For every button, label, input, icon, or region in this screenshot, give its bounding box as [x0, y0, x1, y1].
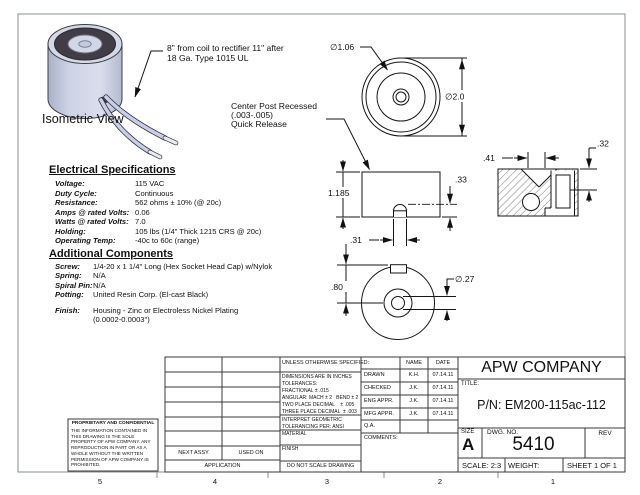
zone-number: 2 — [437, 477, 443, 486]
weight-label: WEIGHT: — [508, 461, 540, 470]
sheet-label: SHEET 1 OF 1 — [567, 461, 617, 470]
spec-row — [55, 262, 272, 271]
approval-row-label: CHECKED — [364, 385, 391, 391]
next-assy-label: NEXT ASSY — [178, 450, 209, 456]
section-view-drawing — [498, 148, 597, 216]
center-post-line1: Center Post Recessed — [231, 101, 317, 111]
dim-top-inner-diameter: ∅1.06 — [330, 42, 355, 52]
dim-front-height: 1.185 — [328, 188, 350, 198]
spec-label: Amps @ rated Volts: — [55, 207, 130, 217]
approval-row-label: ENG APPR. — [364, 398, 394, 404]
interpret-block — [282, 417, 344, 431]
wire-note-leader — [135, 51, 163, 97]
spec-label: Voltage: — [55, 179, 85, 188]
do-not-scale-label: DO NOT SCALE DRAWING — [286, 463, 355, 469]
approval-row-label: DRAWN — [364, 372, 385, 378]
spec-row — [55, 198, 261, 208]
spec-row — [55, 179, 261, 189]
center-post-line3: Quick Release — [231, 118, 287, 129]
unless-otherwise-label: UNLESS OTHERWISE SPECIFIED: — [282, 360, 370, 366]
spec-value: Continuous — [135, 188, 174, 198]
dwg-number: 5410 — [512, 434, 555, 455]
spec-label: Operating Temp: — [55, 236, 116, 246]
wire-note — [167, 43, 284, 63]
spec-label: Duty Cycle: — [55, 188, 97, 198]
proprietary-heading: PROPRIETARY AND CONFIDENTIAL — [71, 421, 155, 426]
center-post-leader — [326, 119, 370, 170]
center-post-note — [231, 102, 317, 129]
spec-row — [55, 281, 272, 290]
additional-components-table — [55, 262, 272, 325]
approval-row-name: J.K. — [409, 385, 419, 391]
approval-row-name: J.K. — [409, 398, 419, 404]
isometric-view-drawing — [48, 25, 176, 158]
rev-label: REV — [598, 430, 612, 437]
zone-number: 1 — [550, 477, 556, 486]
spec-value: 1/4-20 x 1 1/4" Long (Hex Socket Head Cap) w/Nylok — [93, 262, 273, 271]
approval-row-date: 07.14.11 — [432, 410, 454, 417]
zone-number: 4 — [212, 477, 218, 486]
spec-value: 105 lbs (1/4" Thick 1215 CRS @ 20c) — [135, 226, 262, 236]
spec-row — [55, 236, 261, 246]
spec-label: Watts @ rated Volts: — [55, 217, 129, 227]
size-value: A — [462, 435, 475, 454]
finish-row — [55, 306, 272, 325]
finish-label: Finish: — [55, 306, 80, 316]
zone-number: 3 — [324, 477, 330, 486]
tolerance-line: TWO PLACE DECIMAL ± .005 — [282, 401, 355, 408]
spec-value: N/A — [93, 271, 106, 281]
tolerance-line: FRACTIONAL ± .015 — [282, 387, 329, 394]
comments-label: COMMENTS: — [364, 435, 398, 441]
dim-slot-width: .31 — [350, 235, 362, 245]
tolerances-block — [282, 374, 358, 415]
date-header: DATE — [435, 360, 451, 366]
tolerance-line: TOLERANCES: — [282, 380, 318, 387]
dim-bottom-offset: .80 — [331, 282, 343, 292]
zone-number: 5 — [97, 477, 103, 486]
approval-row-date: 07.14.11 — [432, 385, 454, 391]
tolerance-line: DIMENSIONS ARE IN INCHES — [282, 374, 352, 380]
finish-line1: Housing - Zinc or Electroless Nickel Plating — [93, 306, 239, 316]
spec-value: -40c to 60c (range) — [135, 236, 200, 246]
part-number: P/N: EM200-115ac-112 — [477, 398, 606, 412]
spec-row — [55, 189, 261, 199]
spec-row — [55, 271, 272, 280]
front-view-drawing — [326, 119, 457, 246]
name-header: NAME — [406, 360, 422, 366]
spec-value: 115 VAC — [135, 179, 165, 188]
approval-row-label: Q.A. — [364, 423, 376, 429]
center-post-line2: (.003-.005) — [231, 109, 274, 120]
tolerance-line: ANGULAR: MACH ± 2 BEND ± 2 — [282, 394, 359, 401]
approval-row-date: 07.14.11 — [432, 398, 454, 404]
material-label: MATERIAL — [282, 431, 307, 437]
spec-value: 0.06 — [135, 207, 150, 217]
lead-wires — [101, 97, 176, 157]
spec-value: United Resin Corp. (El-cast Black) — [93, 289, 209, 299]
wire-note-line1: 8" from coil to rectifier 11" after — [167, 43, 284, 53]
electrical-specs-table — [55, 179, 261, 246]
approval-row-name: K.H. — [408, 372, 420, 378]
spec-label: Resistance: — [55, 198, 98, 208]
approval-row-date: 07.14.11 — [432, 372, 454, 378]
dim-top-outer-diameter: ∅2.0 — [445, 91, 465, 102]
company-name: APW COMPANY — [481, 359, 602, 376]
spec-label: Holding: — [55, 226, 86, 236]
additional-components-title: Additional Components — [49, 248, 174, 260]
tolerance-line: THREE PLACE DECIMAL ± .003 — [282, 408, 357, 415]
spec-label: Spring: — [55, 271, 82, 281]
approval-row-name: J.K. — [409, 410, 419, 417]
spec-value: 562 ohms ± 10% (@ 20c) — [135, 198, 222, 208]
wire-note-line2: 18 Ga. Type 1015 UL — [167, 53, 249, 63]
size-label: SIZE — [461, 429, 475, 435]
interpret-line2: TOLERANCING PER: ANSI — [282, 423, 344, 430]
spec-label: Screw: — [55, 262, 80, 271]
approval-row-label: MFG APPR. — [364, 410, 394, 417]
dwg-no-label: DWG. NO. — [487, 429, 519, 436]
spec-value: 7.0 — [135, 217, 146, 227]
spec-row — [55, 217, 261, 227]
spec-row — [55, 208, 261, 218]
dim-hole-diameter: ∅.27 — [455, 274, 475, 284]
interpret-line1: INTERPRET GEOMETRIC — [282, 417, 342, 423]
dim-section-width: .41 — [483, 153, 495, 163]
electrical-specs-title: Electrical Specifications — [49, 164, 176, 176]
finish-line2: (0.0002-0.0003") — [93, 315, 150, 325]
spec-label: Spiral Pin: — [55, 280, 93, 290]
spec-label: Potting: — [55, 289, 84, 299]
dim-post-height: .33 — [455, 174, 467, 185]
finish-field-label: FINISH — [282, 446, 299, 452]
bottom-view-drawing — [329, 244, 456, 340]
spec-row — [55, 227, 261, 237]
isometric-view-label: Isometric View — [42, 112, 124, 126]
finish-value — [93, 306, 238, 325]
title-label: TITLE: — [461, 381, 480, 387]
scale-value: SCALE: 2:3 — [462, 461, 502, 470]
used-on-label: USED ON — [238, 450, 264, 456]
proprietary-body: THE INFORMATION CONTAINED IN THIS DRAWING IS THE SOLE PROPERTY OF APW COMPANY. ANY REPRODUCTION IN PART OR AS A WHOLE WITHOUT THE WRITTEN PERMISSION OF APW COMPANY IS PROHIBITED. — [71, 428, 151, 468]
spec-value: N/A — [93, 280, 106, 290]
spec-row — [55, 290, 272, 299]
application-label: APPLICATION — [204, 463, 241, 469]
dim-section-depth: .32 — [597, 138, 609, 149]
